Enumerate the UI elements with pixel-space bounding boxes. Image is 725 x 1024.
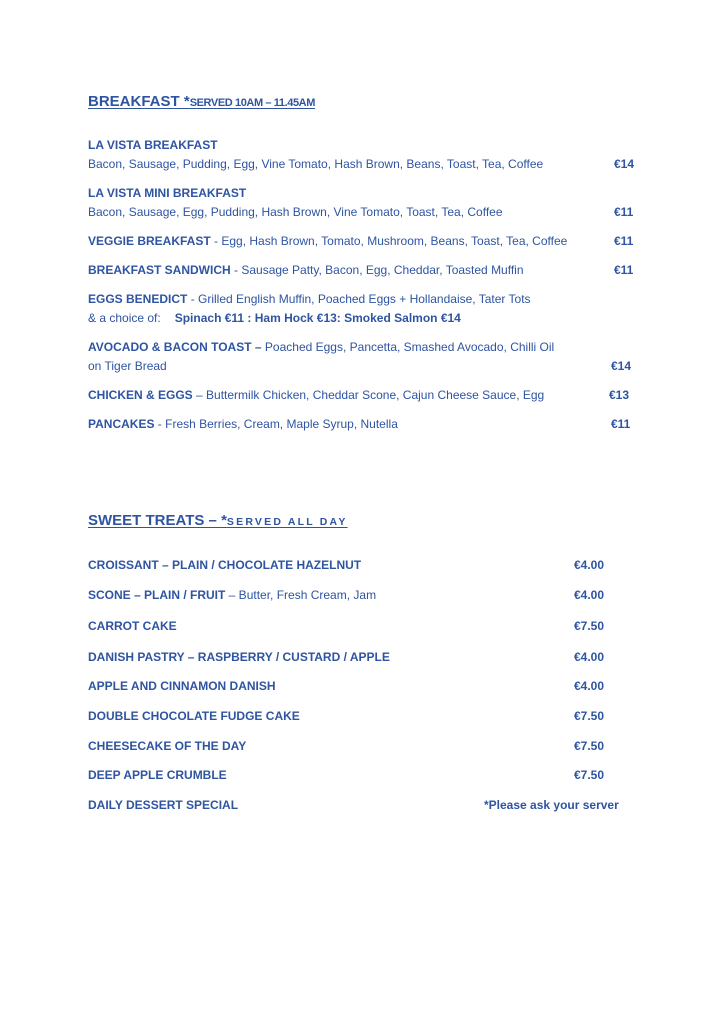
item-name: CARROT CAKE [88,619,177,633]
sweet-treats-title: SWEET TREATS – * [88,512,227,529]
list-item [88,291,531,307]
item-description: - Sausage Patty, Bacon, Egg, Cheddar, Toasted Muffin [230,263,524,277]
item-name: CHEESECAKE OF THE DAY [88,739,247,753]
item-price: €11 [611,417,631,431]
breakfast-heading [88,93,315,110]
sweet-treats-heading [88,512,348,529]
item-price: €4.00 [574,588,605,602]
item-description: - Fresh Berries, Cream, Maple Syrup, Nutella [154,417,398,431]
item-choice-label: & a choice of: [88,311,161,325]
item-description: – Buttermilk Chicken, Cheddar Scone, Cajun Cheese Sauce, Egg [192,388,545,402]
breakfast-title: BREAKFAST * [88,93,190,110]
item-name: AVOCADO & BACON TOAST – [88,340,262,354]
item-price: €13 [609,388,630,402]
item-description: Poached Eggs, Pancetta, Smashed Avocado, Chilli Oil [261,340,555,354]
list-item [88,339,554,355]
item-name: DOUBLE CHOCOLATE FUDGE CAKE [88,709,300,723]
item-name: DEEP APPLE CRUMBLE [88,768,227,782]
item-name: EGGS BENEDICT [88,292,188,306]
item-price: €14 [611,359,632,373]
item-description: Bacon, Sausage, Pudding, Egg, Vine Tomato, Hash Brown, Beans, Toast, Tea, Coffee [88,157,544,171]
item-price: €7.50 [574,619,605,633]
item-name: DANISH PASTRY – RASPBERRY / CUSTARD / APPLE [88,650,390,664]
item-price: €4.00 [574,650,605,664]
item-description: - Grilled English Muffin, Poached Eggs + Hollandaise, Tater Tots [187,292,531,306]
list-item [88,233,567,249]
item-price: €4.00 [574,679,605,693]
item-price: €7.50 [574,768,605,782]
list-item [88,262,524,278]
item-name: LA VISTA BREAKFAST [88,138,218,152]
list-item [88,387,544,403]
item-description: – Butter, Fresh Cream, Jam [225,588,377,602]
item-price: €11 [614,205,634,219]
item-name: APPLE AND CINNAMON DANISH [88,679,276,693]
list-item [88,416,398,432]
list-item [88,587,376,603]
item-description: Bacon, Sausage, Egg, Pudding, Hash Brown, Vine Tomato, Toast, Tea, Coffee [88,205,503,219]
item-price: €11 [614,263,634,277]
item-name: VEGGIE BREAKFAST [88,234,211,248]
item-name: PANCAKES [88,417,155,431]
item-price: €11 [614,234,634,248]
item-options: Spinach €11 : Ham Hock €13: Smoked Salmon €14 [174,311,461,325]
item-name: CROISSANT – PLAIN / CHOCOLATE HAZELNUT [88,558,362,572]
item-name: LA VISTA MINI BREAKFAST [88,186,247,200]
item-description-line2: on Tiger Bread [88,359,167,373]
item-price: €7.50 [574,739,605,753]
server-note: *Please ask your server [484,798,619,812]
item-name: SCONE – PLAIN / FRUIT [88,588,226,602]
list-item [88,310,461,326]
item-price: €4.00 [574,558,605,572]
item-name: DAILY DESSERT SPECIAL [88,798,239,812]
item-description: - Egg, Hash Brown, Tomato, Mushroom, Beans, Toast, Tea, Coffee [210,234,568,248]
item-name: CHICKEN & EGGS [88,388,193,402]
sweet-treats-subtitle: SERVED ALL DAY [226,516,348,528]
item-price: €14 [614,157,635,171]
item-name: BREAKFAST SANDWICH [88,263,231,277]
item-price: €7.50 [574,709,605,723]
breakfast-subtitle: SERVED 10AM – 11.45AM [189,97,315,109]
